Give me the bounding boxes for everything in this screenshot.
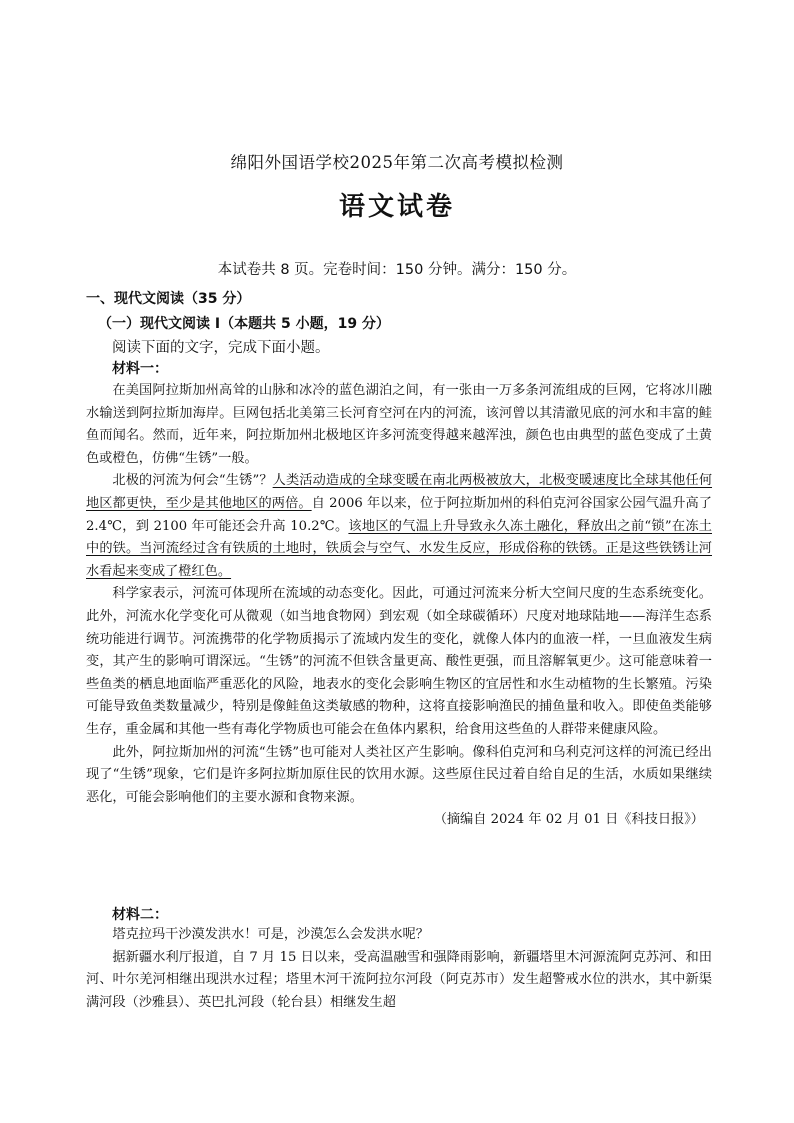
exam-info: 本试卷共 8 页。完卷时间：150 分钟。满分：150 分。 xyxy=(217,262,577,278)
subsection-heading: （一）现代文阅读 I（本题共 5 小题，19 分） xyxy=(98,316,390,332)
underlined-text: 人类活动造成的全球变暖在南北两极被放大，北极变暖速度比全球其他任何地区都更快，至少是其他地区的两倍。 xyxy=(86,473,713,511)
material-1-body xyxy=(86,380,712,832)
material-1-paragraph-2 xyxy=(86,470,712,583)
material-1-paragraph-4: 此外，阿拉斯加州的河流“生锈”也可能对人类社区产生影响。像科伯克河和乌利克河这样的河流已经出现了“生锈”现象，它们是许多阿拉斯加原住民的饮用水源。这些原住民过着自给自足的生活，水质如果继续恶化，可能会影响他们的主要水源和食物来源。 xyxy=(86,744,712,805)
section-heading: 一、现代文阅读（35 分） xyxy=(86,291,251,307)
underlined-text: 该地区的气温上升导致永久冻土融化，释放出之前“锁”在冻土中的铁。当河流经过含有铁质的土地时，铁质会与空气、水发生反应，形成俗称的铁锈。正是这些铁锈让河水看起来变成了橙红色。 xyxy=(86,518,712,579)
instruction: 阅读下面的文字，完成下面小题。 xyxy=(112,340,330,356)
school-line: 绵阳外国语学校2025年第二次高考模拟检测 xyxy=(230,153,564,172)
material-2-paragraph-2: 据新疆水利厅报道，自 7 月 15 日以来，受高温融雪和强降雨影响，新疆塔里木河源流阿克苏河、和田河、叶尔羌河相继出现洪水过程；塔里木河干流阿拉尔河段（阿克苏市）发生超警戒水位的洪水，其中新渠满河段（沙雅县）、英巴扎河段（轮台县）相继发生超 xyxy=(86,949,712,1010)
material-2-label: 材料二： xyxy=(112,907,168,923)
paragraph-text: 自 2006 年以来，位于阿拉斯加州的科伯克河谷国家公园气温升高了 2.4℃，到 2100 年可能还会升高 10.2℃。 xyxy=(86,495,712,534)
paragraph-text: 北极的河流为何会“生锈”？ xyxy=(112,473,273,489)
material-2-paragraph-1: 塔克拉玛干沙漠发洪水！可是，沙漠怎么会发洪水呢？ xyxy=(112,927,429,942)
material-1-paragraph-3: 科学家表示，河流可体现所在流域的动态变化。因此，可通过河流来分析大空间尺度的生态系统变化。此外，河流水化学变化可从微观（如当地食物网）到宏观（如全球碳循环）尺度对地球陆地——海洋生态系统功能进行调节。河流携带的化学物质揭示了流域内发生的变化，就像人体内的血液一样，一旦血液发生病变，其产生的影响可谓深远。“生锈”的河流不但铁含量更高、酸性更强，而且溶解氧更少。这可能意味着一些鱼类的栖息地面临严重恶化的风险，地表水的变化会影响生物区的宜居性和水生动植物的生长繁殖。污染可能导致鱼类数量减少，特别是像鲑鱼这类敏感的物种，这将直接影响渔民的捕鱼量和收入。即使鱼类能够生存，重金属和其他一些有毒化学物质也可能会在鱼体内累积，给食用这些鱼的人群带来健康风险。 xyxy=(86,586,712,737)
material-2-body xyxy=(86,924,712,1014)
material-1-paragraph-1: 在美国阿拉斯加州高耸的山脉和冰冷的蓝色湖泊之间，有一张由一万多条河流组成的巨网，它将冰川融水输送到阿拉斯加海岸。巨网包括北美第三长河育空河在内的河流，该河曾以其清澈见底的河水和丰富的鲑鱼而闻名。然而，近年来，阿拉斯加州北极地区许多河流变得越来越浑浊，颜色也由典型的蓝色变成了土黄色或橙色，仿佛“生锈”一般。 xyxy=(86,383,712,466)
page-title: 语文试卷 xyxy=(338,192,455,222)
material-1-label: 材料一： xyxy=(112,361,168,377)
source-citation: （摘编自 2024 年 02 月 01 日《科技日报》） xyxy=(433,812,704,828)
